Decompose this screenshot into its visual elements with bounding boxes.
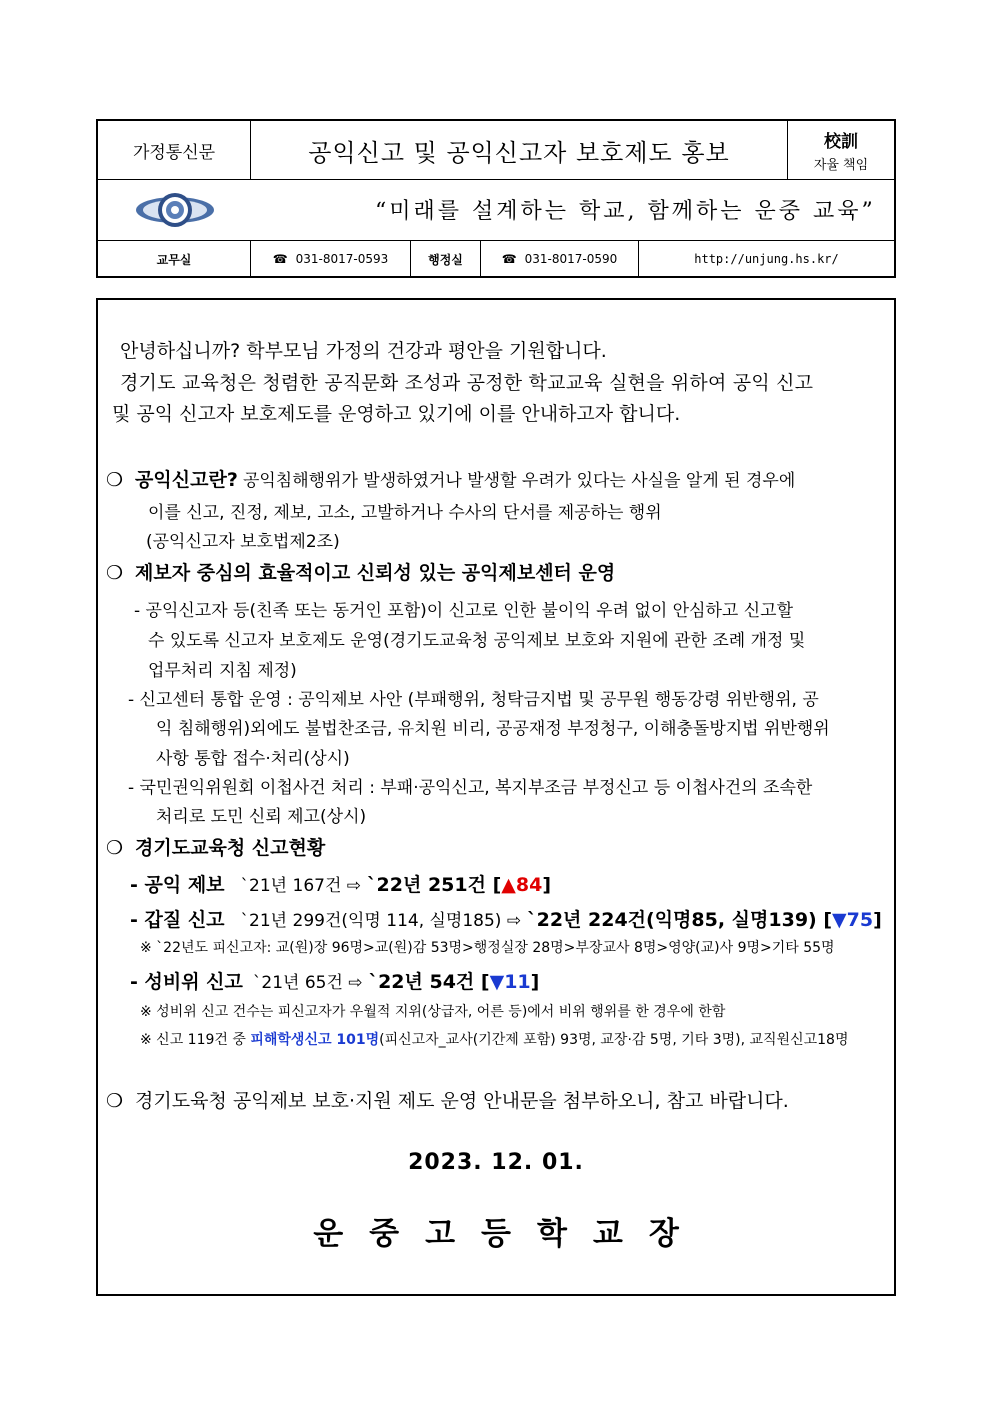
office1-label: 교무실 [98, 240, 251, 278]
section2-item1-l3: 업무처리 지침 제정) [148, 661, 297, 681]
notice-body [96, 298, 896, 1296]
notice-date: 2023. 12. 01. [408, 1150, 584, 1175]
intro-line-2: 경기도 교육청은 청렴한 공직문화 조성과 공정한 학교교육 실현을 위하여 공익 신고 [120, 372, 814, 394]
note-highlight: 피해학생신고 101명 [250, 1032, 380, 1048]
stat-current: `22년 251건 [ [367, 874, 502, 896]
section2-item2-l2: 익 침해행위)외에도 불법찬조금, 유치원 비리, 공공재정 부정청구, 이해충돌방지법 위반행위 [156, 719, 830, 739]
bullet-circle-icon: ❍ [106, 562, 124, 584]
section2-item1-l1: - 공익신고자 등(친족 또는 동거인 포함)이 신고로 인한 불이익 우려 없이 안심하고 신고할 [134, 601, 794, 621]
note-prefix: ※ 신고 119건 중 [140, 1032, 251, 1048]
school-slogan: “미래를 설계하는 학교, 함께하는 운중 교육” [375, 199, 876, 224]
section1-heading [106, 465, 795, 492]
section1-text1: 공익침해행위가 발생하였거나 발생할 우려가 있다는 사실을 알게 된 경우에 [242, 471, 796, 491]
stat-label: - 갑질 신고 [130, 909, 225, 931]
office1-phone-number: 031-8017-0593 [295, 252, 389, 266]
section2-item1-l2: 수 있도록 신고자 보호제도 운영(경기도교육청 공익제보 보호와 지원에 관한 조례 개정 및 [148, 631, 806, 651]
intro-line-3: 및 공익 신고자 보호제도를 운영하고 있기에 이를 안내하고자 합니다. [112, 403, 681, 425]
stat-current: `22년 224건(익명85, 실명139) [ [527, 909, 833, 931]
phone-icon: ☎ [272, 252, 288, 266]
section2-item2-l3: 사항 통합 접수·처리(상시) [156, 749, 350, 769]
bullet-circle-icon: ❍ [106, 469, 124, 491]
closing-text: 경기도육청 공익제보 보호·지원 제도 운영 안내문을 첨부하오니, 참고 바랍니다. [135, 1090, 789, 1112]
stat-row-gapjil [130, 905, 882, 932]
header-table [96, 119, 896, 278]
stat-note-gapjil: ※ `22년도 피신고자: 교(원)장 96명>교(원)감 53명>행정실장 28명>부장교사 8명>영양(교)사 9명>기타 55명 [140, 940, 835, 956]
school-emblem-icon [134, 188, 216, 232]
section2-item3-l1: - 국민권익위원회 이첩사건 처리 : 부패·공익신고, 복지부조금 부정신고 등 이첩사건의 조속한 [128, 778, 813, 798]
section1-text2: 이를 신고, 진정, 제보, 고소, 고발하거나 수사의 단서를 제공하는 행위 [148, 503, 662, 523]
phone-icon: ☎ [501, 252, 517, 266]
closing-line [106, 1086, 789, 1113]
section3-title: 경기도교육청 신고현황 [135, 837, 326, 859]
stat-prev: `21년 299건(익명 114, 실명185) ⇨ [240, 911, 522, 931]
school-motto [788, 121, 894, 179]
stat-row-public-report [130, 870, 551, 897]
stat-prev: `21년 167건 ⇨ [240, 876, 362, 896]
stat-row-sexual-misconduct [130, 967, 539, 994]
motto-top: 校訓 [824, 132, 858, 152]
office2-phone-number: 031-8017-0590 [524, 252, 618, 266]
doc-title: 공익신고 및 공익신고자 보호제도 홍보 [251, 121, 788, 179]
header-row-slogan [98, 179, 894, 241]
doc-kind: 가정통신문 [98, 121, 251, 179]
stat-note-1: ※ 성비위 신고 건수는 피신고자가 우월적 지위(상급자, 어른 등)에서 비위 행위를 한 경우에 한함 [140, 1004, 726, 1020]
stat-delta-down: ▼75 [832, 909, 874, 931]
stat-label: - 공익 제보 [130, 874, 225, 896]
note-suffix: (피신고자_교사(기간제 포함) 93명, 교장·감 5명, 기타 3명), 교직원신고18명 [379, 1032, 849, 1048]
stat-bracket: ] [542, 874, 552, 896]
stat-bracket: ] [530, 971, 540, 993]
stat-label: - 성비위 신고 [130, 971, 243, 993]
intro-line-1: 안녕하십니까? 학부모님 가정의 건강과 평안을 기원합니다. [120, 340, 607, 362]
stat-delta-down: ▼11 [489, 971, 531, 993]
stat-current: `22년 54건 [ [368, 971, 490, 993]
section1-text3: (공익신고자 보호법제2조) [146, 532, 340, 552]
stat-bracket: ] [873, 909, 882, 931]
school-logo [98, 179, 251, 240]
signature: 운중고등학교장 [313, 1216, 705, 1252]
section1-title: 공익신고란? [135, 469, 238, 491]
section2-title: 제보자 중심의 효율적이고 신뢰성 있는 공익제보센터 운영 [135, 562, 616, 584]
header-row-contacts [98, 240, 894, 278]
motto-bottom: 자율 책임 [813, 158, 869, 173]
section2-heading [106, 558, 615, 585]
section2-item3-l2: 처리로 도민 신뢰 제고(상시) [156, 807, 367, 827]
office2-label: 행정실 [411, 240, 481, 278]
section2-item2-l1: - 신고센터 통합 운영 : 공익제보 사안 (부패행위, 청탁금지법 및 공무원 행동강령 위반행위, 공 [128, 690, 819, 710]
stat-prev: `21년 65건 ⇨ [252, 973, 363, 993]
bullet-circle-icon: ❍ [106, 837, 124, 859]
bullet-circle-icon: ❍ [106, 1090, 124, 1112]
header-row-title [98, 121, 894, 180]
stat-note-2 [140, 1029, 848, 1049]
section3-heading [106, 833, 325, 860]
office1-phone [251, 240, 411, 278]
stat-delta-up: ▲84 [501, 874, 543, 896]
office2-phone [481, 240, 639, 278]
school-url[interactable]: http://unjung.hs.kr/ [694, 252, 839, 266]
